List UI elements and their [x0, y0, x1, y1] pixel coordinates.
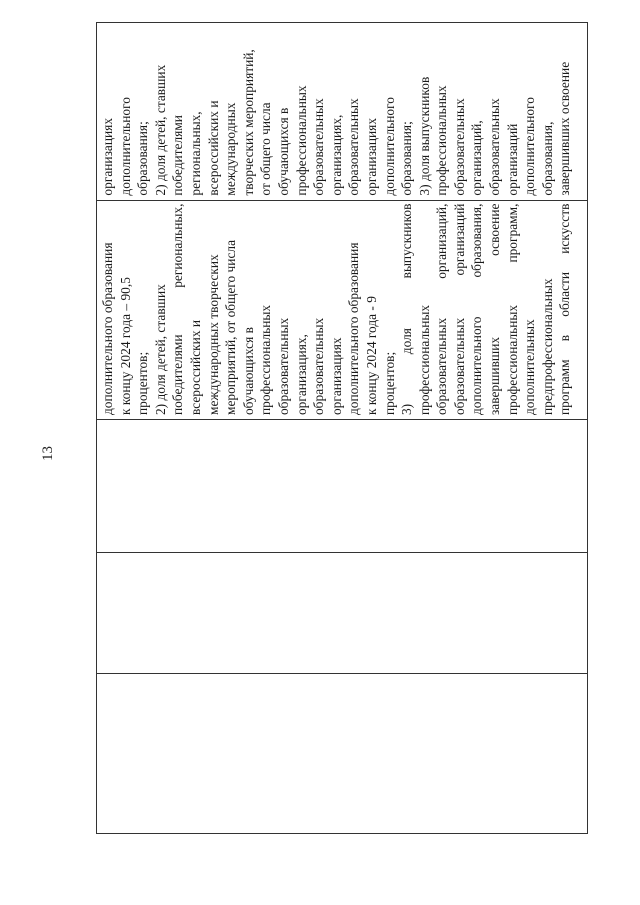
page-number	[38, 438, 58, 468]
text-line: образовательных	[487, 98, 503, 196]
text-line: обучающихся в	[275, 107, 291, 196]
text-line: образования,	[539, 121, 555, 196]
text-line: образования;	[135, 121, 151, 196]
text-line: 2) доля детей, ставших	[152, 64, 168, 196]
text-line: завершивших освоение	[557, 61, 573, 196]
text-line: дополнительного образования	[346, 242, 362, 416]
table-cell-indicators	[97, 200, 587, 419]
text-line: победителями	[170, 115, 186, 196]
text-line: профессиональных	[416, 304, 432, 416]
text-line: 2) доля детей, ставших	[152, 284, 168, 416]
text-line: профессиональных	[434, 85, 450, 196]
text-line: образовательных	[275, 317, 291, 416]
text-line: образовательных	[311, 98, 327, 196]
text-line: организациях,	[293, 334, 309, 416]
text-line: программ в области искусств	[557, 203, 573, 416]
text-line: региональных,	[187, 111, 203, 196]
text-line: организациях	[363, 117, 379, 196]
text-line: образовательных	[311, 317, 327, 416]
text-line: дополнительного	[381, 97, 397, 196]
text-line: к концу 2024 года – 90,5	[117, 277, 133, 416]
text-line: международных творческих	[205, 254, 221, 416]
text-line: дополнительного	[522, 97, 538, 196]
text-line: всероссийских и	[187, 319, 203, 416]
table-cell-1	[97, 673, 587, 833]
table-cell-2	[97, 552, 587, 674]
text-line: организациях	[328, 337, 344, 416]
text-line: всероссийских и	[205, 100, 221, 196]
text-line: профессиональных	[258, 304, 274, 416]
text-line: образования;	[399, 121, 415, 196]
text-line: дополнительных	[522, 319, 538, 416]
text-line: дополнительного образования,	[469, 203, 485, 416]
text-line: организациях	[100, 117, 115, 196]
text-line: обучающихся в	[240, 327, 256, 416]
text-line: образовательных	[346, 98, 362, 196]
page-number-text: 13	[39, 445, 56, 461]
table-cell-3	[97, 419, 587, 552]
text-line: профессиональных	[293, 85, 309, 196]
text-line: образовательных организаций,	[434, 203, 450, 416]
text-line: от общего числа	[258, 102, 274, 196]
rotated-table	[96, 22, 588, 834]
text-line: победителями региональных,	[170, 203, 186, 416]
text-line: творческих мероприятий,	[240, 49, 256, 196]
text-line: к концу 2024 года - 9	[363, 296, 379, 416]
indicators-short-text	[97, 23, 574, 200]
text-line: организациях,	[328, 114, 344, 196]
text-line: предпрофессиональных	[539, 278, 555, 416]
text-line: организаций,	[469, 120, 485, 196]
text-line: дополнительного образования	[100, 242, 115, 416]
text-line: дополнительного	[117, 97, 133, 196]
text-line: процентов;	[381, 351, 397, 416]
text-line: 3) доля выпускников	[416, 76, 432, 196]
text-line: профессиональных программ,	[504, 203, 520, 416]
text-line: мероприятий, от общего числа	[223, 239, 239, 416]
text-line: организаций	[504, 123, 520, 196]
table-container	[96, 22, 588, 834]
text-line: 3) доля выпускников	[399, 203, 415, 416]
text-line: процентов;	[135, 351, 151, 416]
text-line: завершивших освоение	[487, 203, 503, 416]
text-line: образовательных	[451, 98, 467, 196]
text-line: международных	[223, 102, 239, 196]
indicators-text	[97, 201, 574, 419]
table-row	[97, 23, 587, 833]
text-line: образовательных организаций	[451, 203, 467, 416]
table-cell-indicators-short	[97, 23, 587, 200]
